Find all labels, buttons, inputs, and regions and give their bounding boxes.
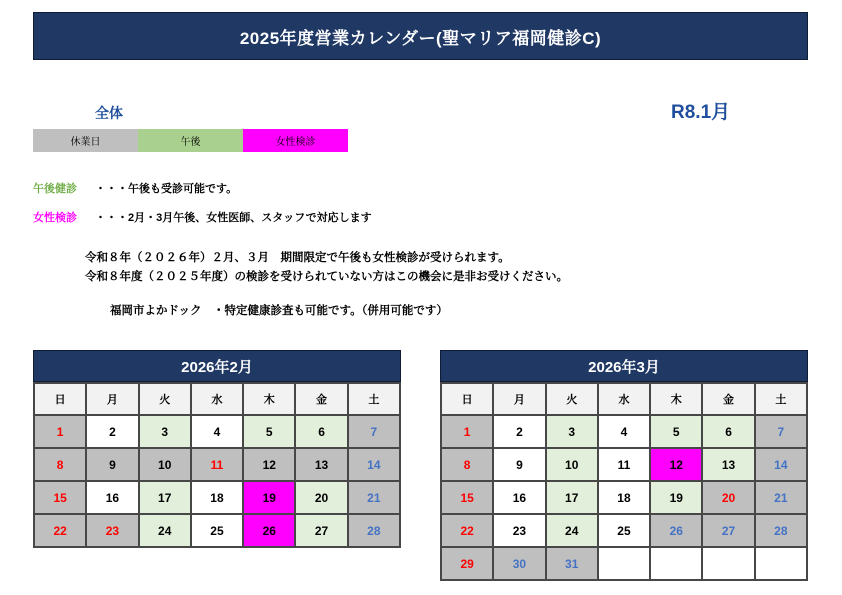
- weekday-header: 土: [348, 383, 400, 415]
- weekday-header: 金: [295, 383, 347, 415]
- day-cell-6: 6: [702, 415, 754, 448]
- day-cell-28: 28: [348, 514, 400, 547]
- day-cell-10: 10: [139, 448, 191, 481]
- day-cell-25: 25: [598, 514, 650, 547]
- day-cell-12: 12: [650, 448, 702, 481]
- calendar-week-row: [34, 514, 400, 547]
- day-cell-4: 4: [191, 415, 243, 448]
- note-label-women-checkup: 女性検診: [33, 212, 77, 224]
- note-text-women-checkup: ・・・2月・3月午後、女性医師、スタッフで対応します: [95, 212, 372, 224]
- calendar-grid: [33, 382, 401, 548]
- day-cell-3: 3: [139, 415, 191, 448]
- period-label: R8.1月: [671, 102, 731, 123]
- announcement: [85, 249, 568, 287]
- note-label-pm-checkup: 午後健診: [33, 183, 77, 195]
- day-cell-28: 28: [755, 514, 807, 547]
- day-cell-27: 27: [702, 514, 754, 547]
- calendar-february: [33, 350, 401, 548]
- announcement-line-1: 令和８年（２０２６年）２月、３月 期間限定で午後も女性検診が受けられます。: [85, 252, 510, 264]
- weekday-header: 火: [139, 383, 191, 415]
- calendar-week-row: [441, 481, 807, 514]
- weekday-header: 金: [702, 383, 754, 415]
- day-cell-11: 11: [598, 448, 650, 481]
- page-title: 2025年度営業カレンダー(聖マリア福岡健診C): [239, 28, 602, 48]
- day-cell-13: 13: [295, 448, 347, 481]
- weekday-header: 土: [755, 383, 807, 415]
- weekday-header: 木: [650, 383, 702, 415]
- day-cell-10: 10: [546, 448, 598, 481]
- day-cell-2: 2: [493, 415, 545, 448]
- day-cell-13: 13: [702, 448, 754, 481]
- day-cell-22: 22: [441, 514, 493, 547]
- day-cell-empty: [598, 547, 650, 580]
- day-cell-15: 15: [441, 481, 493, 514]
- weekday-header: 月: [86, 383, 138, 415]
- legend-item-women: 女性検診: [243, 129, 348, 152]
- day-cell-9: 9: [493, 448, 545, 481]
- weekday-header: 日: [34, 383, 86, 415]
- day-cell-15: 15: [34, 481, 86, 514]
- day-cell-8: 8: [441, 448, 493, 481]
- day-cell-5: 5: [243, 415, 295, 448]
- day-cell-27: 27: [295, 514, 347, 547]
- legend-item-closed: 休業日: [33, 129, 138, 152]
- day-cell-20: 20: [702, 481, 754, 514]
- day-cell-9: 9: [86, 448, 138, 481]
- calendar-week-row: [441, 415, 807, 448]
- legend: [33, 129, 348, 152]
- day-cell-8: 8: [34, 448, 86, 481]
- day-cell-14: 14: [755, 448, 807, 481]
- day-cell-16: 16: [86, 481, 138, 514]
- day-cell-11: 11: [191, 448, 243, 481]
- calendar-march: [440, 350, 808, 581]
- calendar-week-row: [441, 514, 807, 547]
- day-cell-29: 29: [441, 547, 493, 580]
- announcement-line-3: 福岡市よかドック ・特定健康診査も可能です。（併用可能です）: [110, 305, 448, 317]
- day-cell-17: 17: [546, 481, 598, 514]
- weekday-header: 火: [546, 383, 598, 415]
- day-cell-20: 20: [295, 481, 347, 514]
- day-cell-6: 6: [295, 415, 347, 448]
- weekday-header: 水: [191, 383, 243, 415]
- weekday-header: 月: [493, 383, 545, 415]
- day-cell-17: 17: [139, 481, 191, 514]
- day-cell-1: 1: [34, 415, 86, 448]
- day-cell-5: 5: [650, 415, 702, 448]
- day-cell-24: 24: [139, 514, 191, 547]
- day-cell-14: 14: [348, 448, 400, 481]
- day-cell-1: 1: [441, 415, 493, 448]
- day-cell-21: 21: [755, 481, 807, 514]
- note-women-checkup: [33, 209, 372, 225]
- day-cell-18: 18: [598, 481, 650, 514]
- day-cell-19: 19: [243, 481, 295, 514]
- announcement-line-2: 令和８年度（２０２５年度）の検診を受けられていない方はこの機会に是非お受けください。: [85, 271, 568, 283]
- day-cell-31: 31: [546, 547, 598, 580]
- day-cell-12: 12: [243, 448, 295, 481]
- page-title-bar: [33, 12, 808, 60]
- day-cell-18: 18: [191, 481, 243, 514]
- day-cell-7: 7: [348, 415, 400, 448]
- day-cell-empty: [702, 547, 754, 580]
- legend-title: 全体: [95, 105, 123, 121]
- calendar-week-row: [34, 481, 400, 514]
- weekday-header: 日: [441, 383, 493, 415]
- calendar-month-title: 2026年3月: [440, 350, 808, 382]
- day-cell-empty: [755, 547, 807, 580]
- note-pm-checkup: [33, 180, 372, 196]
- day-cell-16: 16: [493, 481, 545, 514]
- day-cell-24: 24: [546, 514, 598, 547]
- day-cell-empty: [650, 547, 702, 580]
- day-cell-3: 3: [546, 415, 598, 448]
- notes: [33, 180, 372, 238]
- calendar-week-row: [441, 448, 807, 481]
- calendar-week-row: [34, 448, 400, 481]
- day-cell-22: 22: [34, 514, 86, 547]
- day-cell-21: 21: [348, 481, 400, 514]
- calendar-week-row: [34, 415, 400, 448]
- weekday-header: 水: [598, 383, 650, 415]
- weekday-header: 木: [243, 383, 295, 415]
- day-cell-7: 7: [755, 415, 807, 448]
- calendar-month-title: 2026年2月: [33, 350, 401, 382]
- day-cell-4: 4: [598, 415, 650, 448]
- day-cell-23: 23: [493, 514, 545, 547]
- calendar-grid: [440, 382, 808, 581]
- day-cell-26: 26: [243, 514, 295, 547]
- calendar-week-row: [441, 547, 807, 580]
- day-cell-30: 30: [493, 547, 545, 580]
- day-cell-25: 25: [191, 514, 243, 547]
- day-cell-26: 26: [650, 514, 702, 547]
- day-cell-23: 23: [86, 514, 138, 547]
- day-cell-19: 19: [650, 481, 702, 514]
- day-cell-2: 2: [86, 415, 138, 448]
- legend-item-pm: 午後: [138, 129, 243, 152]
- note-text-pm-checkup: ・・・午後も受診可能です。: [95, 183, 238, 195]
